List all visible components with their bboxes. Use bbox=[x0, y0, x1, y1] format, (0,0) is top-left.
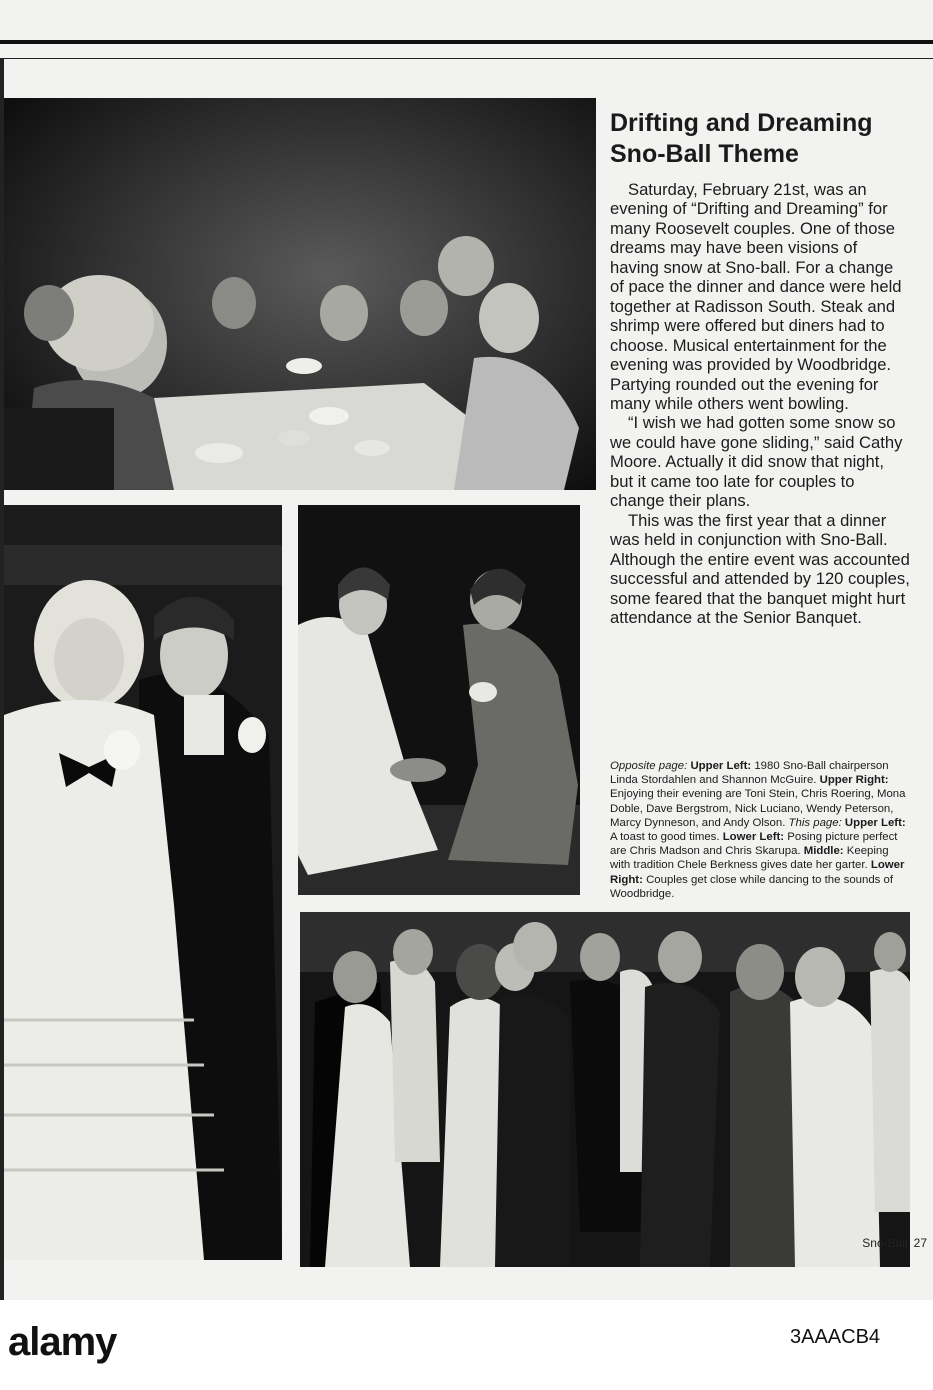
article-paragraph: “I wish we had gotten some snow so we could have gone sliding,” said Cathy Moore. Actually it did snow that night, but it came too late for couples to change their plans. bbox=[610, 413, 903, 511]
stock-logo: alamy bbox=[8, 1320, 117, 1364]
caption-opposite-page-label: Opposite page: bbox=[610, 760, 688, 772]
headline-line-2: Sno-Ball Theme bbox=[610, 140, 799, 168]
page-number: 27 bbox=[913, 1236, 927, 1250]
caption-text: Posing picture perfect are Chris Madson and Chris Skarupa. bbox=[610, 831, 898, 858]
stock-bar bbox=[0, 1300, 933, 1390]
photo-couple bbox=[4, 505, 282, 1260]
article-paragraph: This was the first year that a dinner was held in conjunction with Sno-Ball. Although the entire event was accounted successful and attended by 120 couples, some feared that the banquet might hurt attendance at the Senior Banquet. bbox=[610, 510, 910, 627]
caption-text: 1980 Sno-Ball chairperson Linda Stordahlen and Shannon McGuire. bbox=[610, 760, 889, 787]
caption-text: Enjoying their evening are Toni Stein, Chris Roering, Mona Doble, Dave Bergstrom, Nick Luciano, Wendy Peterson, Marcy Dynneson, and Andy Olson. bbox=[610, 788, 906, 829]
page-footer bbox=[856, 1236, 927, 1250]
photo-caption bbox=[610, 759, 910, 901]
article-body bbox=[610, 180, 910, 627]
caption-label: Lower Right: bbox=[610, 859, 905, 886]
stock-image-code: 3AAACB4 bbox=[790, 1326, 881, 1348]
headline bbox=[610, 108, 920, 170]
headline-line-1: Drifting and Dreaming bbox=[610, 109, 873, 137]
caption-label: Lower Left: bbox=[722, 831, 785, 844]
photo-garter bbox=[298, 505, 580, 895]
caption-label: Upper Left: bbox=[844, 816, 906, 829]
caption-text: Couples get close while dancing to the sounds of Woodbridge. bbox=[610, 873, 894, 900]
thin-rule bbox=[0, 58, 933, 59]
caption-text: A toast to good times. bbox=[610, 831, 723, 844]
article-paragraph: Saturday, February 21st, was an evening of “Drifting and Dreaming” for many Roosevelt couples. One of those dreams may have been visions of having snow at Sno-ball. For a change of pace the dinner and dance were held together at Radisson South. Steak and shrimp were offered but diners had to choose. Musical entertainment for the evening was provided by Woodbridge. Partying rounded out the evening for many while others went bowling. bbox=[610, 180, 902, 413]
caption-label: Middle: bbox=[803, 845, 844, 858]
photo-dance bbox=[300, 912, 910, 1267]
caption-label: Upper Left: bbox=[690, 760, 752, 772]
caption-this-page-label: This page: bbox=[788, 816, 842, 829]
footer-section: Sno-Ball bbox=[862, 1236, 908, 1250]
caption-label: Upper Right: bbox=[819, 774, 889, 787]
top-rule bbox=[0, 40, 933, 44]
photo-toast bbox=[4, 98, 596, 490]
caption-text: Keeping with tradition Chele Berkness gives date her garter. bbox=[610, 845, 889, 872]
